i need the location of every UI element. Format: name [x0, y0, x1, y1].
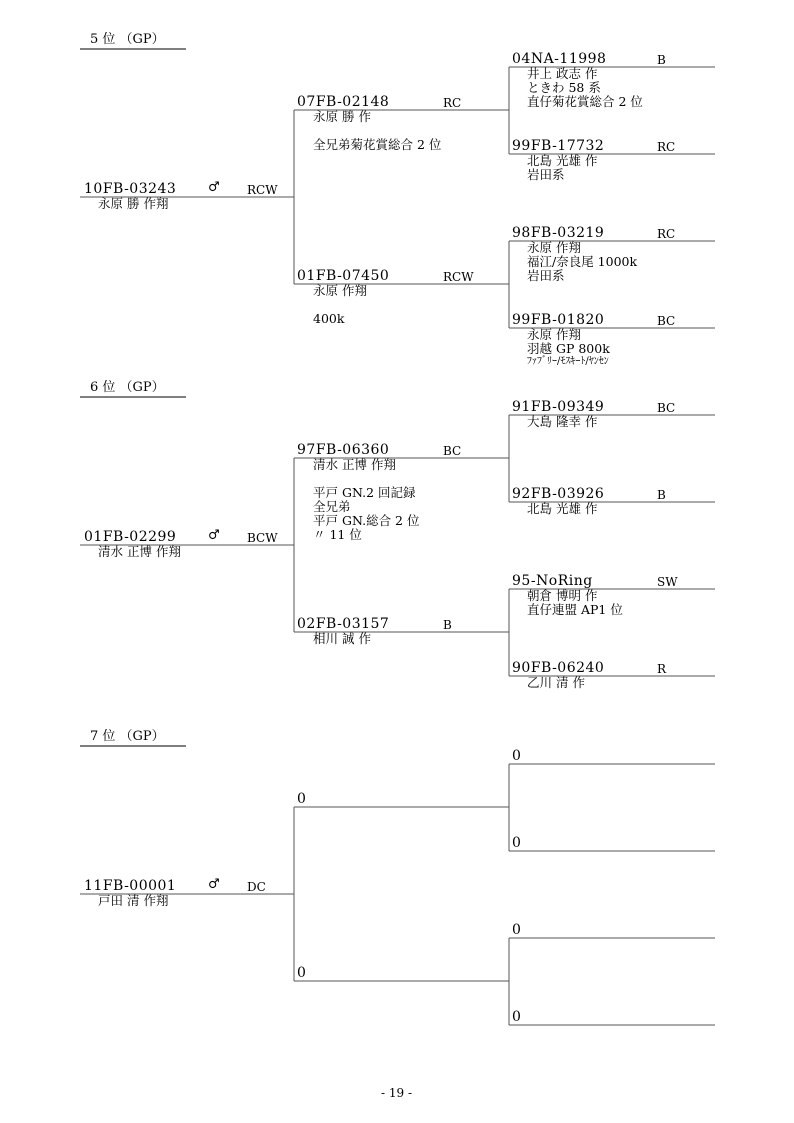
grandparent-info-line: 福江/奈良尾 1000k [527, 254, 638, 269]
grandparent-ring-id: 92FB-03926 [512, 486, 605, 502]
parent-info-line: 相川 誠 作 [313, 631, 371, 646]
grandparent-info-line: 岩田系 [527, 268, 565, 283]
section-heading: 6 位 （GP） [90, 380, 165, 395]
grandparent-color: B [657, 53, 666, 67]
grandparent-info-line: 岩田系 [527, 167, 565, 182]
grandparent-color: BC [657, 314, 676, 328]
grandparent-color: R [657, 662, 667, 676]
root-ring-id: 01FB-02299 [84, 529, 177, 545]
parent-info-line: 〃 11 位 [313, 527, 362, 542]
grandparent-info-line: 朝倉 博明 作 [527, 588, 598, 603]
grandparent-info-line: 直仔連盟 AP1 位 [527, 602, 623, 617]
parent-info-line: 永原 作翔 [313, 283, 367, 298]
parent-info-line: 全兄弟菊花賞総合 2 位 [313, 137, 442, 152]
grandparent-ring-id: 95-NoRing [512, 573, 593, 589]
grandparent-info-line: 北島 光雄 作 [527, 501, 598, 516]
sex-symbol: ♂ [208, 180, 220, 195]
grandparent-info-line: ときわ 58 系 [527, 80, 601, 95]
root-color: BCW [247, 531, 278, 545]
grandparent-color: SW [657, 575, 678, 589]
sex-symbol: ♂ [208, 528, 220, 543]
grandparent-color: B [657, 488, 666, 502]
grandparent-color: BC [657, 401, 676, 415]
parent-info-line: 清水 正博 作翔 [313, 457, 396, 472]
grandparent-ring-id: 0 [512, 835, 522, 851]
dam-ring-id: 02FB-03157 [297, 616, 390, 632]
grandparent-ring-id: 0 [512, 748, 522, 764]
root-breeder-line: 戸田 清 作翔 [98, 893, 169, 908]
parent-color: BC [443, 444, 462, 458]
parent-info-line: 平戸 GN.2 回記録 [313, 485, 416, 500]
parent-info-line: 永原 勝 作 [313, 109, 371, 124]
grandparent-ring-id: 90FB-06240 [512, 660, 605, 676]
page-number: - 19 - [381, 1086, 413, 1100]
parent-info-line: 400k [313, 311, 345, 326]
root-color: DC [247, 880, 266, 894]
dam-ring-id: 01FB-07450 [297, 268, 390, 284]
grandparent-info-line: 井上 政志 作 [527, 66, 598, 81]
dam-ring-id: 0 [297, 965, 307, 981]
sire-ring-id: 0 [297, 791, 307, 807]
grandparent-info-line: 北島 光雄 作 [527, 153, 598, 168]
section-heading: 7 位 （GP） [90, 729, 165, 744]
grandparent-info-line: 大島 隆幸 作 [527, 414, 598, 429]
root-ring-id: 11FB-00001 [84, 878, 177, 894]
parent-color: RCW [443, 270, 474, 284]
sire-ring-id: 97FB-06360 [297, 442, 390, 458]
grandparent-info-line: 永原 作翔 [527, 327, 581, 342]
grandparent-info-line: 乙川 清 作 [527, 675, 585, 690]
grandparent-color: RC [657, 140, 676, 154]
grandparent-info-line: 羽越 GP 800k [527, 341, 610, 356]
grandparent-info-line: 直仔菊花賞総合 2 位 [527, 94, 643, 109]
sex-symbol: ♂ [208, 877, 220, 892]
grandparent-info-line: 永原 作翔 [527, 240, 581, 255]
grandparent-ring-id: 99FB-17732 [512, 138, 605, 154]
grandparent-info-line: ﾌｧﾌﾞﾘｰ/ﾓｽｷｰﾄ/ﾔﾝｾﾝ [527, 356, 609, 367]
parent-info-line: 全兄弟 [313, 499, 351, 514]
parent-color: B [443, 618, 452, 632]
root-breeder-line: 清水 正博 作翔 [98, 544, 181, 559]
parent-color: RC [443, 96, 462, 110]
root-ring-id: 10FB-03243 [84, 181, 177, 197]
grandparent-ring-id: 99FB-01820 [512, 312, 605, 328]
grandparent-color: RC [657, 227, 676, 241]
grandparent-ring-id: 04NA-11998 [512, 51, 607, 67]
sire-ring-id: 07FB-02148 [297, 94, 390, 110]
section-heading: 5 位 （GP） [90, 32, 165, 47]
grandparent-ring-id: 0 [512, 1009, 522, 1025]
root-breeder-line: 永原 勝 作翔 [98, 196, 169, 211]
grandparent-ring-id: 98FB-03219 [512, 225, 605, 241]
root-color: RCW [247, 183, 278, 197]
grandparent-ring-id: 0 [512, 922, 522, 938]
grandparent-ring-id: 91FB-09349 [512, 399, 605, 415]
parent-info-line: 平戸 GN.総合 2 位 [313, 513, 420, 528]
